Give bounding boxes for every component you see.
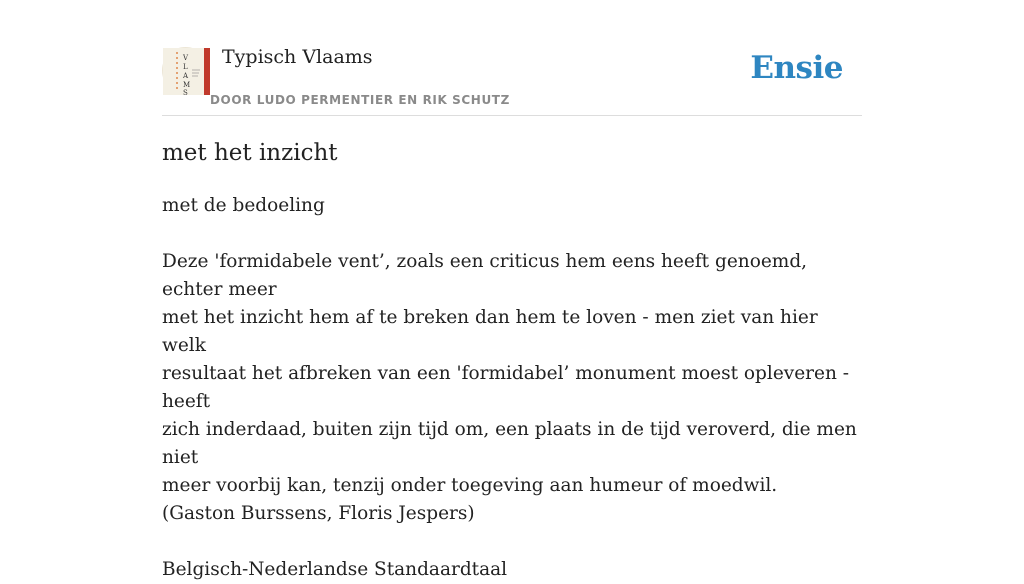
source-authors: DOOR LUDO PERMENTIER EN RIK SCHUTZ xyxy=(210,93,510,107)
ensie-logo[interactable]: Ensie xyxy=(750,50,843,86)
spacer xyxy=(162,528,862,556)
source-title-link[interactable]: Typisch Vlaams xyxy=(222,46,373,68)
source-header xyxy=(162,0,862,116)
book-cover-icon[interactable] xyxy=(162,47,209,97)
example-line: met het inzicht hem af te breken dan hem te loven - men ziet van hier welk xyxy=(162,307,818,356)
book-cover-graphic xyxy=(163,48,210,95)
svg-text:M: M xyxy=(183,81,191,89)
example-line: zich inderdaad, buiten zijn tijd om, een plaats in de tijd veroverd, die men niet xyxy=(162,419,857,468)
example-line: meer voorbij kan, tenzij onder toegeving aan humeur of moedwil. xyxy=(162,475,778,496)
page xyxy=(162,0,862,580)
spacer xyxy=(162,220,862,248)
example-line: Deze 'formidabele vent’, zoals een criticus hem eens heeft genoemd, echter meer xyxy=(162,251,808,300)
entry-headword: met het inzicht xyxy=(162,140,338,166)
language-label: Belgisch-Nederlandse Standaardtaal xyxy=(162,559,508,580)
svg-text:L: L xyxy=(183,63,188,71)
svg-text:A: A xyxy=(183,72,189,80)
entry-body xyxy=(162,192,862,584)
example-line: resultaat het afbreken van een 'formidabel’ monument moest opleveren - heeft xyxy=(162,363,850,412)
example-citation: (Gaston Burssens, Floris Jespers) xyxy=(162,503,475,524)
svg-text:V: V xyxy=(183,54,189,62)
svg-text:S: S xyxy=(183,89,188,97)
entry-definition: met de bedoeling xyxy=(162,195,325,216)
